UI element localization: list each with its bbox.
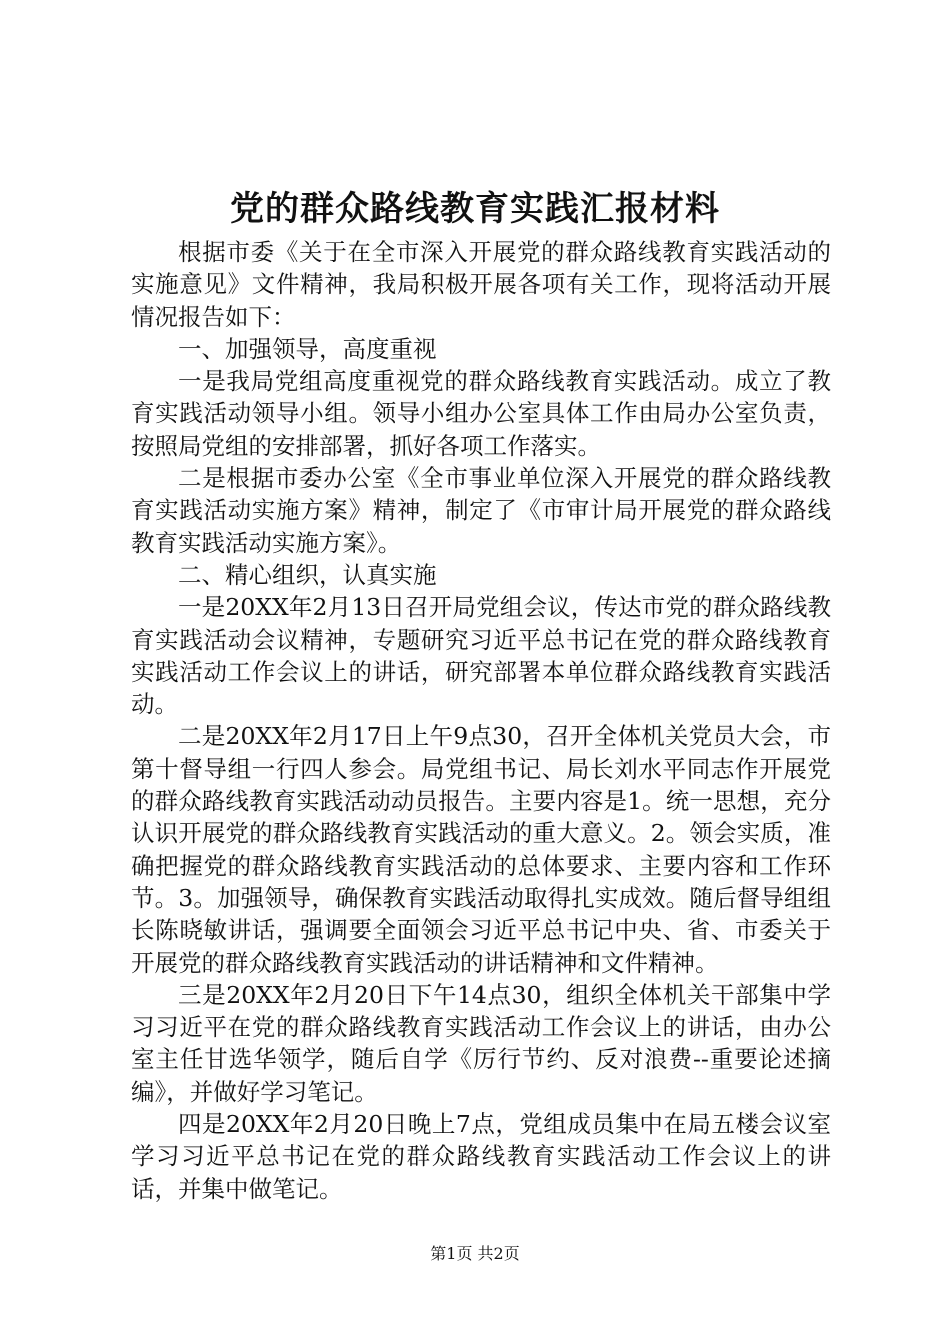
body-paragraph: 二是20XX年2月17日上午9点30，召开全体机关党员大会，市第十督导组一行四人参会。局党组书记、局长刘水平同志作开展党的群众路线教育实践活动动员报告。主要内容是1。统一思想，充分认识开展党的群众路线教育实践活动的重大意义。2。领会实质，准确把握党的群众路线教育实践活动的总体要求、主要内容和工作环节。3。加强领导，确保教育实践活动取得扎实成效。随后督导组组长陈晓敏讲话，强调要全面领会习近平总书记中央、省、市委关于开展党的群众路线教育实践活动的讲话精神和文件精神。 xyxy=(131,722,831,977)
body-paragraph: 一是我局党组高度重视党的群众路线教育实践活动。成立了教育实践活动领导小组。领导小组办公室具体工作由局办公室负责，按照局党组的安排部署，抓好各项工作落实。 xyxy=(131,367,831,460)
section-heading-1: 一、加强领导，高度重视 xyxy=(178,334,437,363)
document-body xyxy=(131,236,831,1205)
body-paragraph: 二是根据市委办公室《全市事业单位深入开展党的群众路线教育实践活动实施方案》精神，制定了《市审计局开展党的群众路线教育实践活动实施方案》。 xyxy=(131,464,831,557)
page-number: 第1页 共2页 xyxy=(430,1244,520,1263)
body-paragraph: 一是20XX年2月13日召开局党组会议，传达市党的群众路线教育实践活动会议精神，专题研究习近平总书记在党的群众路线教育实践活动工作会议上的讲话，研究部署本单位群众路线教育实践活动。 xyxy=(131,593,831,719)
document-title: 党的群众路线教育实践汇报材料 xyxy=(230,189,720,229)
body-paragraph: 四是20XX年2月20日晚上7点，党组成员集中在局五楼会议室学习习近平总书记在党的群众路线教育实践活动工作会议上的讲话，并集中做笔记。 xyxy=(131,1110,831,1203)
section-heading-2: 二、精心组织，认真实施 xyxy=(178,560,437,589)
body-paragraph: 三是20XX年2月20日下午14点30，组织全体机关干部集中学习习近平在党的群众路线教育实践活动工作会议上的讲话，由办公室主任甘选华领学，随后自学《厉行节约、反对浪费--重要论述摘编》，并做好学习笔记。 xyxy=(131,980,831,1106)
intro-paragraph: 根据市委《关于在全市深入开展党的群众路线教育实践活动的实施意见》文件精神，我局积极开展各项有关工作，现将活动开展情况报告如下： xyxy=(131,238,831,331)
